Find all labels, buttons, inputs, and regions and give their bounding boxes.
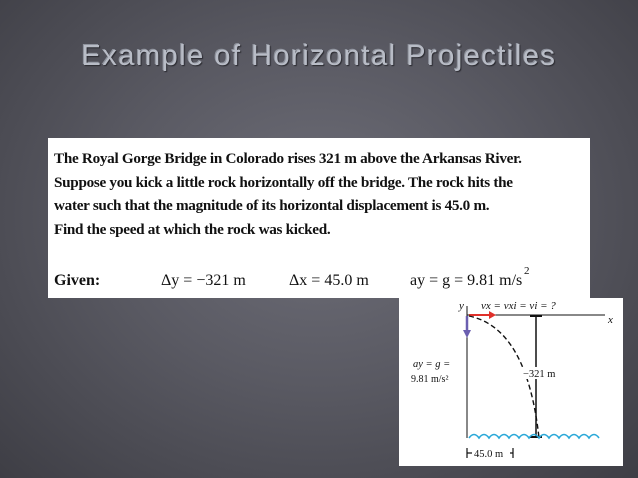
velocity-label: vx = vxi = vi = ?: [481, 300, 556, 312]
problem-line-2: Suppose you kick a little rock horizontally off the bridge. The rock hits the: [54, 173, 513, 191]
velocity-arrowhead: [489, 311, 496, 319]
slide-title: Example of Horizontal Projectiles: [81, 40, 557, 72]
acceleration-label-line2: 9.81 m/s²: [411, 374, 449, 385]
given-row: [54, 265, 584, 294]
height-label: −321 m: [523, 369, 556, 380]
problem-line-4: Find the speed at which the rock was kicked.: [54, 220, 331, 238]
given-label: Given:: [54, 272, 101, 289]
problem-line-3: water such that the magnitude of its horizontal displacement is 45.0 m.: [54, 197, 490, 214]
given-acceleration-exponent: 2: [524, 265, 530, 277]
given-delta-x: Δx = 45.0 m: [289, 272, 369, 289]
y-axis-label: y: [459, 300, 464, 312]
x-axis-label: x: [608, 314, 613, 326]
projectile-diagram: [399, 298, 623, 466]
acceleration-arrowhead: [463, 330, 471, 338]
problem-line-1: The Royal Gorge Bridge in Colorado rises 321 m above the Arkansas River.: [54, 150, 522, 167]
projectile-diagram-svg: [399, 298, 623, 466]
acceleration-label-line1: ay = g =: [413, 359, 451, 370]
problem-statement-panel: [48, 138, 590, 298]
given-delta-y: Δy = −321 m: [161, 272, 246, 289]
distance-label: 45.0 m: [474, 449, 504, 460]
problem-text: [54, 147, 584, 241]
given-acceleration: ay = g = 9.81 m/s: [410, 272, 523, 289]
